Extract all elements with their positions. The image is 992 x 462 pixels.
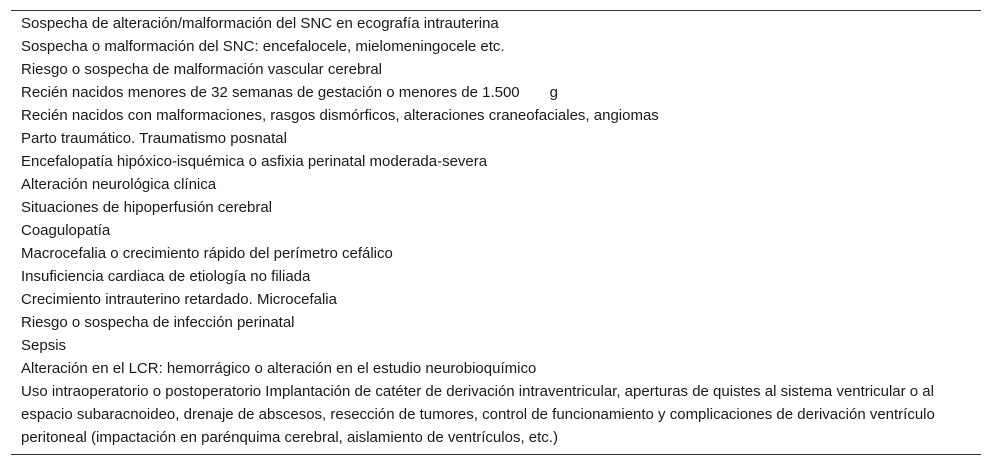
table-row: Sepsis [21, 337, 67, 354]
table-row: Coagulopatía [21, 222, 111, 239]
table-row: Macrocefalia o crecimiento rápido del perímetro cefálico [21, 245, 393, 262]
table-row: Sospecha o malformación del SNC: encefalocele, mielomeningocele etc. [21, 38, 505, 55]
table-row: Insuficiencia cardiaca de etiología no filiada [21, 268, 311, 285]
table-row: Recién nacidos con malformaciones, rasgos dismórficos, alteraciones craneofaciales, angiomas [21, 107, 659, 124]
table-row: Sospecha de alteración/malformación del SNC en ecografía intrauterina [21, 15, 499, 32]
indications-table [11, 10, 981, 455]
table-row: Situaciones de hipoperfusión cerebral [21, 199, 272, 216]
table-row: Recién nacidos menores de 32 semanas de gestación o menores de 1.500 g [21, 84, 558, 101]
table-row: Riesgo o sospecha de infección perinatal [21, 314, 295, 331]
table-row: Riesgo o sospecha de malformación vascular cerebral [21, 61, 383, 78]
table-row: Crecimiento intrauterino retardado. Microcefalia [21, 291, 337, 308]
table-row: Uso intraoperatorio o postoperatorio Implantación de catéter de derivación intraventricular, aperturas de quistes al sistema ventricular o al espacio subaracnoideo, drenaje de abscesos, resección de tumores, control de funcionamiento y complicaciones de derivación ventrículo peritoneal (impactación en parénquima cerebral, aislamiento de ventrículos, etc.) [21, 383, 935, 446]
table-row: Encefalopatía hipóxico-isquémica o asfixia perinatal moderada-severa [21, 153, 488, 170]
table-row: Alteración en el LCR: hemorrágico o alteración en el estudio neurobioquímico [21, 360, 537, 377]
table-row: Parto traumático. Traumatismo posnatal [21, 130, 287, 147]
table-row: Alteración neurológica clínica [21, 176, 217, 193]
